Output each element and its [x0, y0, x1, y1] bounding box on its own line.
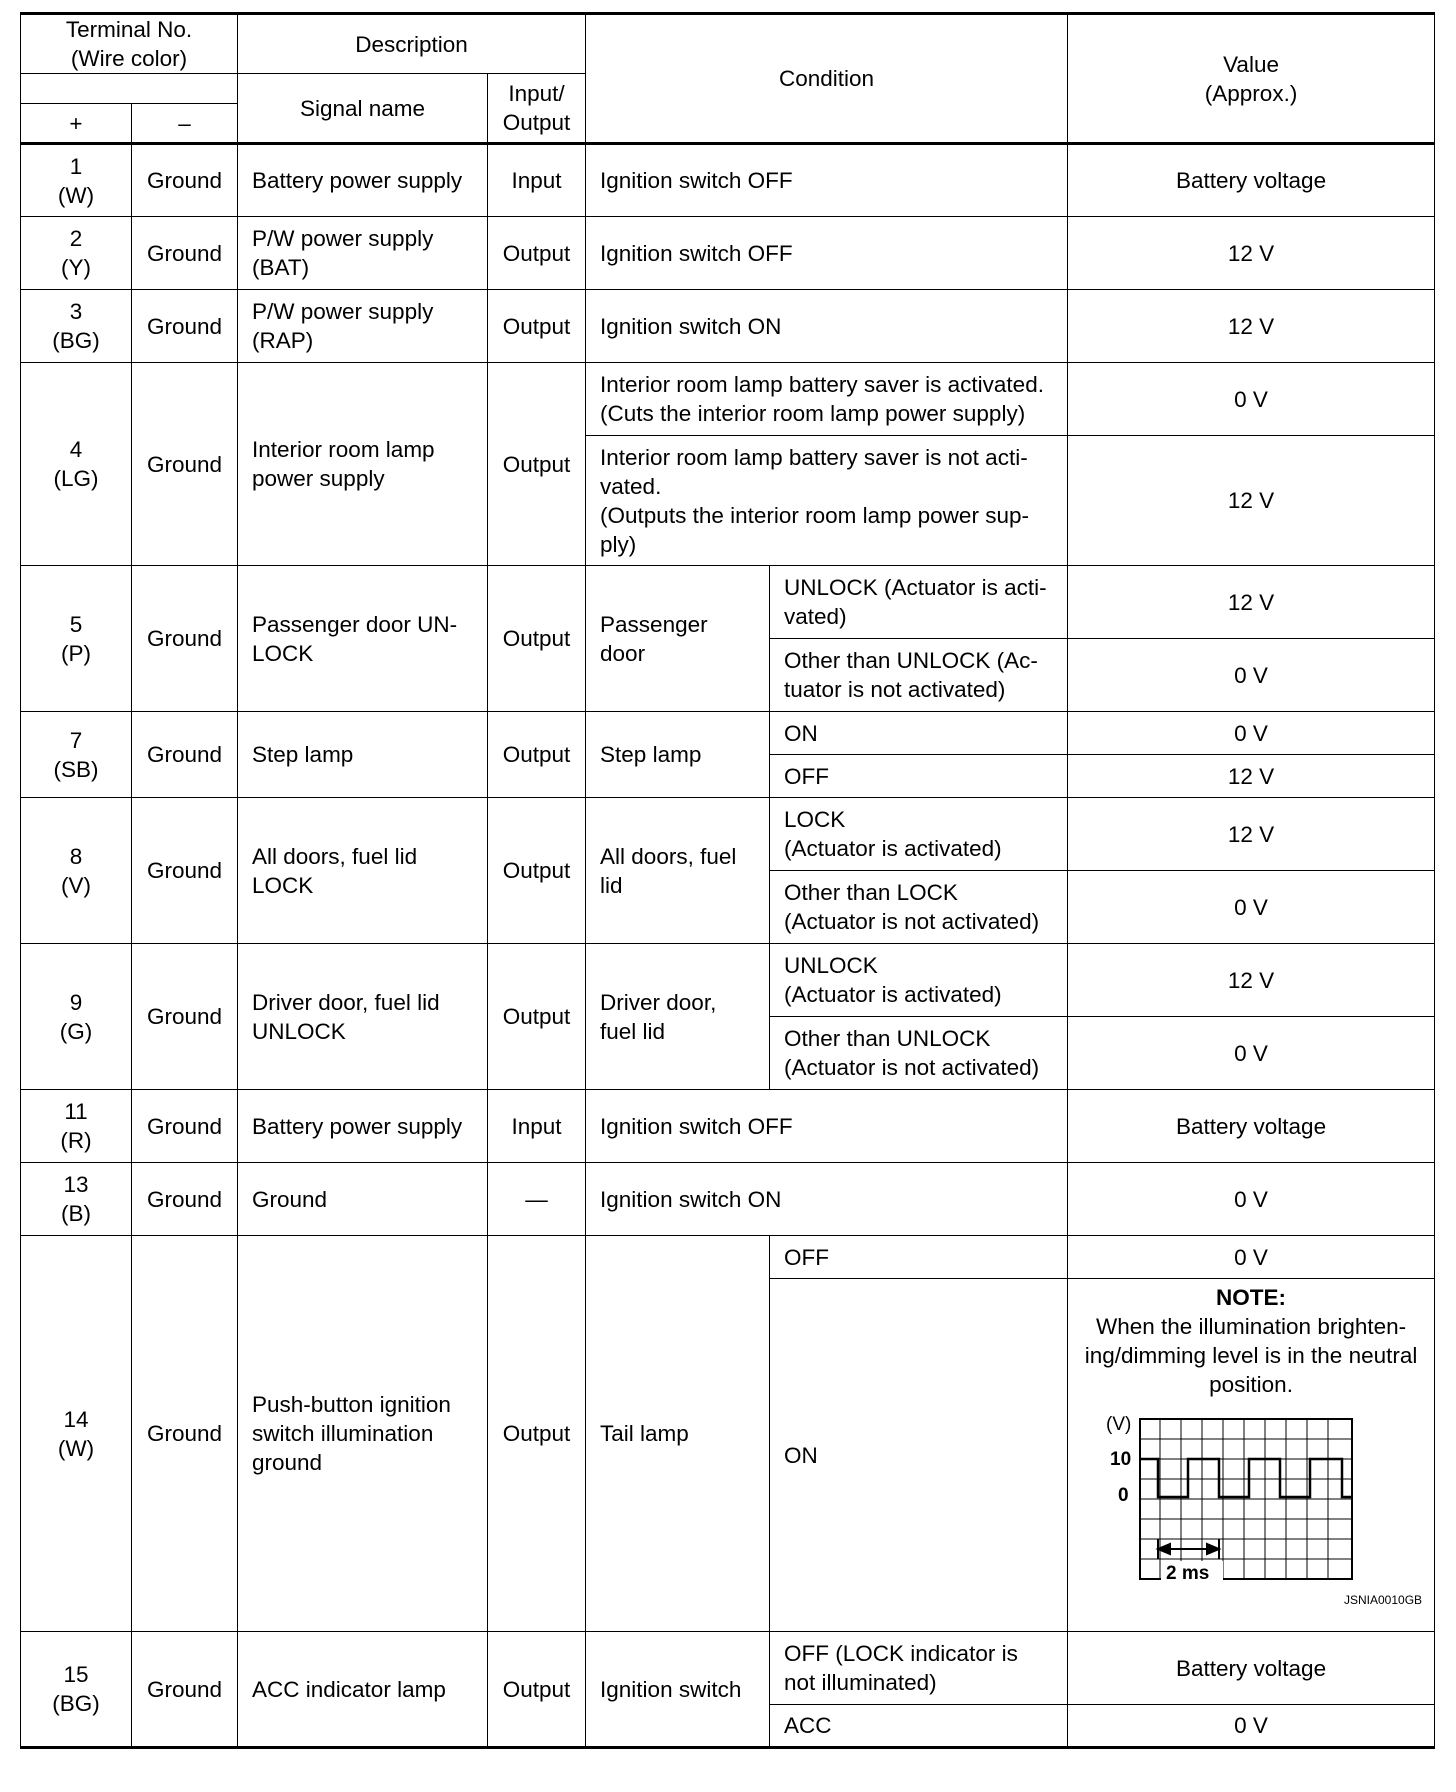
signal-name: Driver door, fuel lid UNLOCK: [238, 944, 488, 1090]
condition-cell: Ignition switch OFF: [586, 144, 1068, 217]
header-plus: +: [21, 104, 132, 144]
signal-name: ACC indicator lamp: [238, 1632, 488, 1748]
signal-name: P/W power supply (BAT): [238, 217, 488, 290]
value-cell: Battery voltage: [1068, 144, 1435, 217]
wave-high-label: 10: [1110, 1449, 1132, 1470]
terminal-plus: 4 (LG): [21, 363, 132, 566]
terminal-minus: Ground: [132, 144, 238, 217]
sub-condition-cell: OFF: [770, 755, 1068, 798]
terminal-minus: Ground: [132, 798, 238, 944]
value-cell: 0 V: [1068, 871, 1435, 944]
waveform-figure: [1106, 1409, 1396, 1589]
sub-condition-cell: Other than LOCK (Actuator is not activated): [770, 871, 1068, 944]
terminal-minus: Ground: [132, 1236, 238, 1632]
sub-condition-cell: LOCK (Actuator is activated): [770, 798, 1068, 871]
io-cell: Output: [488, 1236, 586, 1632]
table-row: [21, 1632, 1435, 1705]
period-marker: [1158, 1539, 1219, 1559]
value-cell: 12 V: [1068, 290, 1435, 363]
sub-condition-cell: ACC: [770, 1705, 1068, 1748]
io-cell: Output: [488, 217, 586, 290]
wave-low-label: 0: [1118, 1485, 1129, 1506]
io-cell: Input: [488, 1090, 586, 1163]
condition-cell: Ignition switch OFF: [586, 1090, 1068, 1163]
condition-cell: All doors, fuel lid: [586, 798, 770, 944]
table-row: [21, 566, 1435, 639]
value-cell: Battery voltage: [1068, 1632, 1435, 1705]
signal-name: All doors, fuel lid LOCK: [238, 798, 488, 944]
condition-cell: Tail lamp: [586, 1236, 770, 1632]
condition-cell: Ignition switch ON: [586, 290, 1068, 363]
wave-trace: [1140, 1459, 1352, 1497]
table-row: [21, 1236, 1435, 1279]
condition-cell: Passenger door: [586, 566, 770, 712]
signal-name: Ground: [238, 1163, 488, 1236]
io-cell: Output: [488, 1632, 586, 1748]
terminal-plus: 9 (G): [21, 944, 132, 1090]
note-title: NOTE:: [1216, 1285, 1287, 1310]
value-cell: 0 V: [1068, 639, 1435, 712]
header-io: Input/ Output: [488, 74, 586, 144]
terminal-plus: 2 (Y): [21, 217, 132, 290]
figure-id: JSNIA0010GB: [1344, 1593, 1423, 1607]
value-cell: 12 V: [1068, 217, 1435, 290]
table-row: [21, 144, 1435, 217]
sub-condition-cell: ON: [770, 1279, 1068, 1632]
terminal-minus: Ground: [132, 712, 238, 798]
terminal-plus: 1 (W): [21, 144, 132, 217]
terminal-minus: Ground: [132, 1090, 238, 1163]
io-cell: Output: [488, 290, 586, 363]
condition-cell: Step lamp: [586, 712, 770, 798]
value-cell: 12 V: [1068, 566, 1435, 639]
value-cell: 0 V: [1068, 712, 1435, 755]
sub-condition-cell: OFF: [770, 1236, 1068, 1279]
io-cell: Output: [488, 798, 586, 944]
value-cell: 0 V: [1068, 1236, 1435, 1279]
header-signal-name: Signal name: [238, 74, 488, 144]
signal-name: P/W power supply (RAP): [238, 290, 488, 363]
signal-name: Passenger door UN- LOCK: [238, 566, 488, 712]
signal-name: Step lamp: [238, 712, 488, 798]
signal-name: Battery power supply: [238, 1090, 488, 1163]
table-row: [21, 1090, 1435, 1163]
sub-condition-cell: ON: [770, 712, 1068, 755]
value-cell: 12 V: [1068, 944, 1435, 1017]
io-cell: Output: [488, 944, 586, 1090]
wave-period-label: 2 ms: [1166, 1563, 1210, 1584]
note-text: When the illumination brighten- ing/dimming level is in the neutral position.: [1084, 1314, 1418, 1397]
io-cell: Output: [488, 712, 586, 798]
header-condition: Condition: [586, 14, 1068, 144]
terminal-minus: Ground: [132, 217, 238, 290]
condition-cell: Ignition switch: [586, 1632, 770, 1748]
sub-condition-cell: Other than UNLOCK (Actuator is not activated): [770, 1017, 1068, 1090]
signal-name: Interior room lamp power supply: [238, 363, 488, 566]
terminal-table: [20, 12, 1435, 1749]
wave-unit-label: (V): [1106, 1414, 1132, 1435]
value-cell: Battery voltage: [1068, 1090, 1435, 1163]
terminal-plus: 5 (P): [21, 566, 132, 712]
header-terminal-spacer: [21, 74, 238, 104]
terminal-minus: Ground: [132, 290, 238, 363]
io-cell: Output: [488, 566, 586, 712]
terminal-minus: Ground: [132, 1632, 238, 1748]
value-note-cell: [1068, 1279, 1435, 1632]
header-value: Value (Approx.): [1068, 14, 1435, 144]
table-row: [21, 290, 1435, 363]
terminal-plus: 8 (V): [21, 798, 132, 944]
signal-name: Battery power supply: [238, 144, 488, 217]
table-row: [21, 217, 1435, 290]
condition-cell: Ignition switch ON: [586, 1163, 1068, 1236]
table-row: [21, 944, 1435, 1017]
table-row: [21, 798, 1435, 871]
value-cell: 0 V: [1068, 1017, 1435, 1090]
signal-name: Push-button ignition switch illumination ground: [238, 1236, 488, 1632]
table-row: [21, 363, 1435, 436]
sub-condition-cell: UNLOCK (Actuator is acti- vated): [770, 566, 1068, 639]
terminal-plus: 11 (R): [21, 1090, 132, 1163]
terminal-plus: 14 (W): [21, 1236, 132, 1632]
io-cell: Input: [488, 144, 586, 217]
terminal-minus: Ground: [132, 566, 238, 712]
table-row: [21, 1163, 1435, 1236]
value-cell: 12 V: [1068, 436, 1435, 566]
wave-grid: [1140, 1419, 1352, 1579]
condition-cell: Driver door, fuel lid: [586, 944, 770, 1090]
terminal-plus: 3 (BG): [21, 290, 132, 363]
io-cell: —: [488, 1163, 586, 1236]
value-cell: 12 V: [1068, 755, 1435, 798]
value-cell: 0 V: [1068, 1163, 1435, 1236]
condition-cell: Interior room lamp battery saver is not acti- vated. (Outputs the interior room lamp power sup- ply): [586, 436, 1068, 566]
terminal-minus: Ground: [132, 1163, 238, 1236]
terminal-plus: 15 (BG): [21, 1632, 132, 1748]
table-row: [21, 712, 1435, 755]
header-minus: –: [132, 104, 238, 144]
terminal-minus: Ground: [132, 363, 238, 566]
value-cell: 0 V: [1068, 1705, 1435, 1748]
value-cell: 12 V: [1068, 798, 1435, 871]
sub-condition-cell: OFF (LOCK indicator is not illuminated): [770, 1632, 1068, 1705]
io-cell: Output: [488, 363, 586, 566]
condition-cell: Ignition switch OFF: [586, 217, 1068, 290]
header-terminal: Terminal No. (Wire color): [21, 14, 238, 74]
terminal-plus: 13 (B): [21, 1163, 132, 1236]
value-cell: 0 V: [1068, 363, 1435, 436]
sub-condition-cell: UNLOCK (Actuator is activated): [770, 944, 1068, 1017]
terminal-plus: 7 (SB): [21, 712, 132, 798]
sub-condition-cell: Other than UNLOCK (Ac- tuator is not activated): [770, 639, 1068, 712]
header-description: Description: [238, 14, 586, 74]
condition-cell: Interior room lamp battery saver is activated. (Cuts the interior room lamp power supply): [586, 363, 1068, 436]
terminal-minus: Ground: [132, 944, 238, 1090]
